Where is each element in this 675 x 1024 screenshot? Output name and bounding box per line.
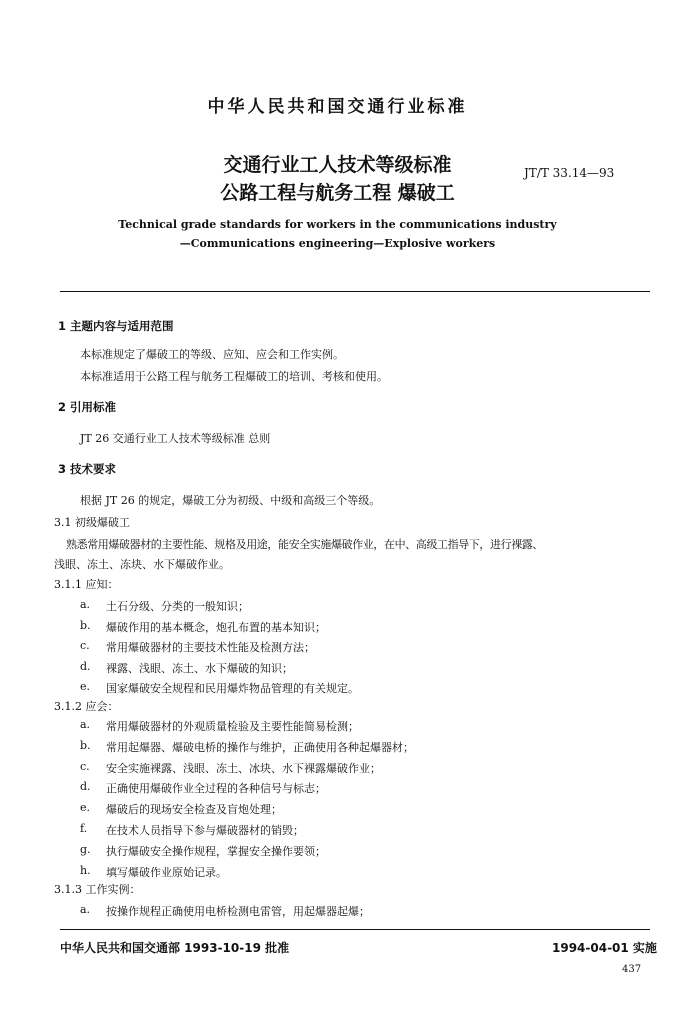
list-item-mark: c. bbox=[80, 639, 90, 652]
standard-code: JT/T 33.14—93 bbox=[524, 166, 615, 180]
list-item-mark: d. bbox=[80, 659, 91, 673]
list-item-mark: g. bbox=[80, 842, 91, 856]
section-3-1-1-heading: 3.1.1 应知： bbox=[54, 578, 119, 591]
standard-title-line1: 交通行业工人技术等级标准 bbox=[223, 154, 452, 176]
implementation-date: 1994-04-01 实施 bbox=[552, 941, 657, 955]
list-item-mark: b. bbox=[80, 618, 91, 632]
section-3-1-heading: 3.1 初级爆破工 bbox=[54, 516, 130, 529]
section-3-1-3-heading: 3.1.3 工作实例： bbox=[54, 883, 141, 896]
list-item-mark: h. bbox=[80, 863, 91, 877]
section-1-paragraph-2: 本标准适用于公路工程与航务工程爆破工的培训、考核和使用。 bbox=[80, 370, 388, 383]
section-3-1-paragraph-line1: 熟悉常用爆破器材的主要性能、规格及用途，能安全实施爆破作业，在中、高级工指导下，进行裸露、 bbox=[66, 538, 543, 551]
footer-divider bbox=[60, 929, 650, 930]
list-item-text: 按操作规程正确使用电桥检测电雷管，用起爆器起爆； bbox=[106, 905, 370, 918]
list-item-mark: c. bbox=[80, 759, 90, 773]
list-item-mark: e. bbox=[80, 801, 91, 815]
list-item-text: 执行爆破安全操作规程，掌握安全操作要领； bbox=[106, 844, 326, 858]
section-2-heading: 2 引用标准 bbox=[58, 400, 117, 414]
english-title-line1: Technical grade standards for workers in the communications industry bbox=[118, 218, 557, 231]
list-item-mark: a. bbox=[80, 718, 91, 731]
header-divider bbox=[60, 291, 650, 292]
section-1-paragraph-1: 本标准规定了爆破工的等级、应知、应会和工作实例。 bbox=[80, 348, 344, 361]
list-item-text: 在技术人员指导下参与爆破器材的销毁； bbox=[106, 824, 304, 837]
list-item-text: 裸露、浅眼、冻土、水下爆破的知识； bbox=[106, 661, 293, 675]
section-3-1-2-heading: 3.1.2 应会： bbox=[54, 700, 119, 713]
list-item-text: 填写爆破作业原始记录。 bbox=[106, 865, 227, 879]
list-item-text: 常用爆破器材的主要技术性能及检测方法； bbox=[106, 641, 315, 654]
list-item-mark: f. bbox=[80, 822, 88, 835]
list-item-mark: a. bbox=[80, 598, 91, 611]
list-item-text: 土石分级、分类的一般知识； bbox=[106, 600, 249, 613]
list-item-text: 正确使用爆破作业全过程的各种信号与标志； bbox=[106, 782, 326, 796]
english-title-line2: —Communications engineering—Explosive workers bbox=[179, 237, 496, 250]
issuing-organization: 中华人民共和国交通行业标准 bbox=[207, 97, 468, 117]
section-3-heading: 3 技术要求 bbox=[58, 462, 117, 476]
section-2-reference: JT 26 交通行业工人技术等级标准 总则 bbox=[80, 432, 271, 445]
list-item-mark: d. bbox=[80, 780, 91, 794]
standard-title-line2: 公路工程与航务工程 爆破工 bbox=[220, 182, 455, 204]
list-item-text: 爆破作用的基本概念，炮孔布置的基本知识； bbox=[106, 620, 326, 634]
list-item-text: 常用爆破器材的外观质量检验及主要性能简易检测； bbox=[106, 720, 359, 733]
list-item-mark: b. bbox=[80, 738, 91, 752]
section-1-heading: 1 主题内容与适用范围 bbox=[58, 319, 174, 333]
list-item-text: 爆破后的现场安全检查及盲炮处理； bbox=[106, 803, 282, 817]
section-3-1-paragraph-line2: 浅眼、冻土、冻块、水下爆破作业。 bbox=[54, 558, 230, 571]
list-item-text: 常用起爆器、爆破电桥的操作与维护，正确使用各种起爆器材； bbox=[106, 740, 414, 754]
list-item-mark: a. bbox=[80, 903, 91, 916]
list-item-text: 国家爆破安全规程和民用爆炸物品管理的有关规定。 bbox=[106, 682, 359, 695]
approval-date: 中华人民共和国交通部 1993-10-19 批准 bbox=[60, 941, 290, 955]
section-3-paragraph-1: 根据 JT 26 的规定，爆破工分为初级、中级和高级三个等级。 bbox=[80, 494, 381, 507]
list-item-text: 安全实施裸露、浅眼、冻土、冰块、水下裸露爆破作业； bbox=[106, 761, 381, 775]
list-item-mark: e. bbox=[80, 680, 91, 693]
page-number: 437 bbox=[622, 964, 642, 975]
